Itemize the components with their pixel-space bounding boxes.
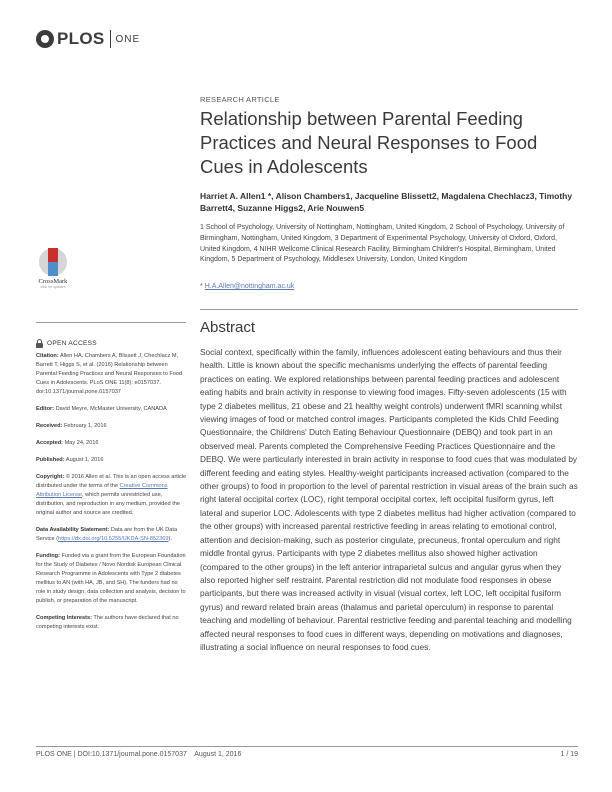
funding-block: Funding: Funded via a grant from the European Foundation for the Study of Diabetes / Novo Nordisk European Clinical Research Programme in Adolescents with Type 2 diabetes mellitus to AN (with HA, JB, and SH). The funders had no role in study design, data collection and analysis, decision to publish, or preparation of the manuscript. bbox=[36, 553, 186, 604]
open-access-badge bbox=[36, 339, 97, 348]
cc-license-link[interactable]: Creative Commons Attribution License bbox=[36, 483, 168, 498]
abstract-heading: Abstract bbox=[200, 319, 256, 336]
citation-block: Citation: Allen HA, Chambers A, Blissett J, Chechlacz M, Barrett T, Higgs S, et al. (2016) Relationship between Parental Feeding Practices and Neural Responses to Food Cues in Adolescents. PLoS ONE 11(8): e0157037. doi:10.1371/journal.pone.0157037 bbox=[36, 353, 183, 395]
email-marker: * bbox=[200, 283, 203, 290]
plos-logo-icon bbox=[36, 30, 54, 48]
crossmark-badge[interactable] bbox=[36, 248, 70, 289]
crossmark-label: CrossMark bbox=[38, 278, 68, 285]
abstract-divider bbox=[200, 309, 578, 310]
plos-one-logo bbox=[36, 28, 140, 50]
logo-one-text: ONE bbox=[115, 33, 141, 45]
author-list: Harriet A. Allen1 *, Alison Chambers1, Jacqueline Blissett2, Magdalena Chechlacz3, Timothy Barrett4, Suzanne Higgs2, Arie Nouwen5 bbox=[200, 191, 573, 213]
corresponding-email-link[interactable]: H.A.Allen@nottingham.ac.uk bbox=[204, 283, 295, 290]
abstract-text: Social context, specifically within the family, influences adolescent eating behaviours and thus their health. Little is known about the specific mechanisms underlying the effects of parental feeding practices on eating. We explored relationships between parental feeding practices and adolescent eating habits and brain activity in response to viewing food images. Fifty-seven adolescents (15 with type 2 diabetes mellitus, 21 obese and 21 healthy weight controls) underwent fMRI scanning whilst viewing images of food or matched control images. Participants completed the Kids Child Feeding Questionnaire, the Childrens' Dutch Eating Behaviour Questionnaire (DEBQ) and took part in an observed meal. Parents completed the Comprehensive Feeding Practices Questionnaire and the DEBQ. We were particularly interested in brain activity in response to food cues that was modulated by different feeding and eating styles. Healthy-weight participants increased activation (compared to the other groups) to food in proportion to the level of parental restriction in visual areas of the brain such as right lateral occipital cortex (LOC), right temporal occipital cortex, left occipital fusiform gyrus, left lateral and superior LOC. Adolescents with type 2 diabetes mellitus had higher activation (compared to the other groups) with increased parental restrictive feeding in areas relating to emotional control, attention and decision-making, such as posterior cingulate, precuneus, frontal operculum and right middle frontal gyrus. Participants with type 2 diabetes mellitus also showed higher activation (compared to the other groups) in the left anterior intraparietal sulcus and angular gyrus when they also reported higher self restraint. Parental restriction did not modulate food responses in obese participants, but there was increased activity in visual (visual cortex, left LOC, left occipital fusiform gyrus) and reward related brain areas (thalamus and parietal operculum) in response to parental teaching and modelling of behaviour. Parental restrictive feeding and parental teaching and modelling affected neural responses to food cues in different ways, depending on motivations and diagnoses, illustrating a social influence on neural responses to food cues. bbox=[200, 347, 578, 652]
received-block: Received: February 1, 2016 bbox=[36, 423, 107, 429]
data-doi-link[interactable]: https://dx.doi.org/10.5255/UKDA-SN-852369 bbox=[58, 536, 169, 542]
affiliations: 1 School of Psychology, University of Nottingham, Nottingham, United Kingdom, 2 School of Psychology, University of Birmingham, Nottingham, United Kingdom, 3 Department of Experimental Psychology, University of Oxford, Oxford, United Kingdom, 4 NIHR Wellcome Clinical Research Facility, Birmingham Children's Hospital, Birmingham, United Kingdom, 5 Department of Psychology, Middlesex University, London, United Kingdom bbox=[200, 224, 565, 264]
editor-block: Editor: David Meyre, McMaster University, CANADA bbox=[36, 406, 167, 412]
crossmark-sub: click for updates bbox=[40, 285, 66, 289]
article-sidebar bbox=[36, 352, 188, 640]
data-availability-block: Data Availability Statement: Data are from the UK Data Service (https://dx.doi.org/10.5255/UKDA-SN-852369). bbox=[36, 527, 178, 542]
footer-citation: PLOS ONE | DOI:10.1371/journal.pone.0157037 August 1, 2016 bbox=[36, 751, 242, 758]
page-number: 1 / 19 bbox=[560, 751, 578, 758]
footer-divider bbox=[36, 746, 578, 747]
logo-divider bbox=[110, 30, 111, 48]
accepted-block: Accepted: May 24, 2016 bbox=[36, 440, 99, 446]
sidebar-divider bbox=[36, 322, 186, 323]
open-lock-icon bbox=[36, 339, 43, 348]
published-block: Published: August 1, 2016 bbox=[36, 457, 104, 463]
logo-plos-text: PLOS bbox=[57, 29, 105, 48]
copyright-block: Copyright: © 2016 Allen et al. This is an open access article distributed under the terms of the Creative Commons Attribution License, which permits unrestricted use, distribution, and reproduction in any medium, provided the original author and source are credited. bbox=[36, 474, 187, 516]
corresponding-email-line bbox=[200, 283, 294, 290]
open-access-label: OPEN ACCESS bbox=[47, 340, 97, 347]
competing-interests-block: Competing Interests: The authors have declared that no competing interests exist. bbox=[36, 615, 179, 630]
article-title: Relationship between Parental Feeding Practices and Neural Responses to Food Cues in Adolescents bbox=[200, 108, 538, 177]
crossmark-icon bbox=[39, 248, 67, 276]
article-type-label: RESEARCH ARTICLE bbox=[200, 95, 280, 104]
